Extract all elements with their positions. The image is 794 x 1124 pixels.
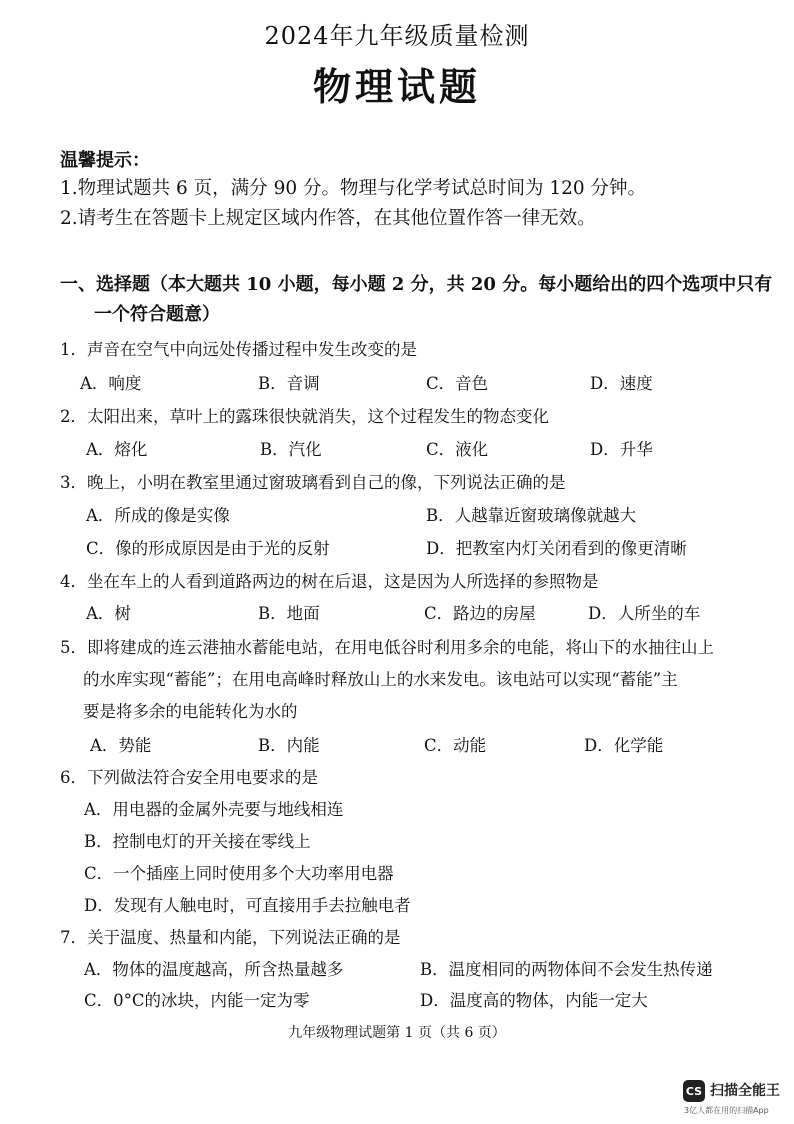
option: C．动能 [424, 736, 487, 755]
option: A．物体的温度越高，所含热量越多 [84, 960, 344, 979]
question-stem: 2．太阳出来，草叶上的露珠很快就消失，这个过程发生的物态变化 [60, 407, 549, 426]
section-heading: 一、选择题（本大题共 10 小题，每小题 2 分，共 20 分。每小题给出的四个选项中只有 [60, 274, 773, 295]
page-footer: 九年级物理试题第 1 页（共 6 页） [288, 1025, 506, 1041]
option: C．0°C的冰块，内能一定为零 [84, 991, 310, 1010]
option: B．音调 [258, 374, 320, 393]
question-stem-cont: 的水库实现“蓄能”；在用电高峰时释放山上的水来发电。该电站可以实现“蓄能”主 [83, 670, 678, 689]
option: A．势能 [90, 736, 152, 755]
scanner-watermark-name: 扫描全能王 [710, 1083, 780, 1099]
option: A．所成的像是实像 [86, 506, 230, 525]
option: D．发现有人触电时，可直接用手去拉触电者 [84, 896, 411, 915]
tip-item: 2.请考生在答题卡上规定区域内作答，在其他位置作答一律无效。 [60, 208, 596, 229]
option: B．地面 [258, 604, 320, 623]
question-stem: 4．坐在车上的人看到道路两边的树在后退，这是因为人所选择的参照物是 [60, 572, 599, 591]
option: C．音色 [426, 374, 489, 393]
question-stem: 7．关于温度、热量和内能，下列说法正确的是 [60, 928, 401, 947]
option: D．把教室内灯关闭看到的像更清晰 [426, 539, 687, 558]
exam-subtitle: 2024年九年级质量检测 [264, 22, 530, 50]
option: C．一个插座上同时使用多个大功率用电器 [84, 864, 394, 883]
tip-item: 1.物理试题共 6 页，满分 90 分。物理与化学考试总时间为 120 分钟。 [60, 178, 647, 199]
section-heading-cont: 一个符合题意） [94, 304, 220, 325]
option: D．人所坐的车 [588, 604, 701, 623]
option: B．汽化 [260, 440, 322, 459]
option: A．树 [86, 604, 131, 623]
option: B．温度相同的两物体间不会发生热传递 [420, 960, 713, 979]
tips-heading: 温馨提示： [60, 150, 150, 171]
option: D．升华 [590, 440, 653, 459]
option: C．像的形成原因是由于光的反射 [86, 539, 330, 558]
option: D．化学能 [584, 736, 664, 755]
question-stem: 5．即将建成的连云港抽水蓄能电站，在用电低谷时利用多余的电能，将山下的水抽往山上 [60, 638, 714, 657]
question-stem: 1．声音在空气中向远处传播过程中发生改变的是 [60, 340, 417, 359]
question-stem: 3．晚上，小明在教室里通过窗玻璃看到自己的像，下列说法正确的是 [60, 473, 566, 492]
scanner-watermark-sub: 3亿人都在用的扫描App [684, 1106, 769, 1115]
option: A．响度 [80, 374, 142, 393]
option: B．内能 [258, 736, 320, 755]
option: C．路边的房屋 [424, 604, 536, 623]
exam-title: 物理试题 [312, 64, 481, 109]
question-stem: 6．下列做法符合安全用电要求的是 [60, 768, 318, 787]
option: B．人越靠近窗玻璃像就越大 [426, 506, 637, 525]
option: D．速度 [590, 374, 653, 393]
option: D．温度高的物体，内能一定大 [420, 991, 648, 1010]
option: B．控制电灯的开关接在零线上 [84, 832, 311, 851]
scanner-logo-icon: CS [683, 1080, 705, 1102]
option: A．用电器的金属外壳要与地线相连 [84, 800, 344, 819]
option: A．熔化 [86, 440, 148, 459]
option: C．液化 [426, 440, 489, 459]
question-stem-cont: 要是将多余的电能转化为水的 [83, 702, 298, 721]
